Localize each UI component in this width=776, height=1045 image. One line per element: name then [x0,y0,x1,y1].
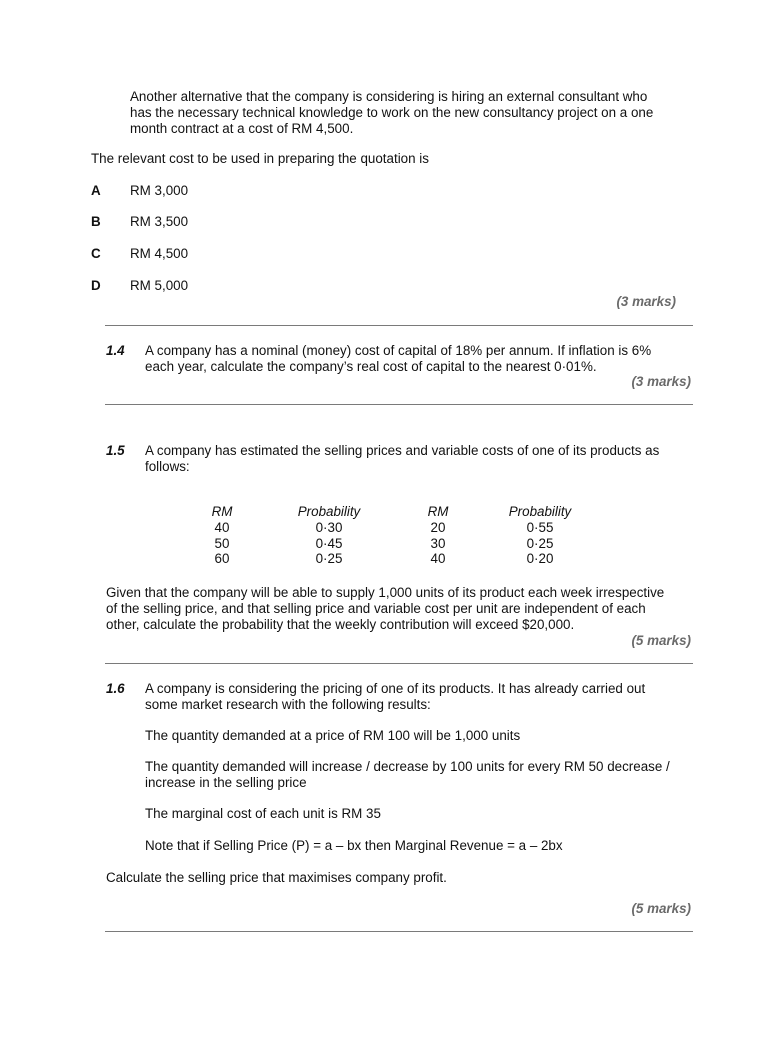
q16-point-2 [145,759,670,791]
q15-body-line: of the selling price, and that selling price and variable cost per unit are independent of each [106,601,646,616]
marks-q16: (5 marks) [631,901,691,916]
q16-line: some market research with the following results: [145,697,431,712]
table-cell: 30 [430,536,446,551]
question-number-1-5: 1.5 [106,443,125,458]
marks-q15: (5 marks) [631,633,691,648]
table-cell: 0·30 [315,520,343,535]
intro-line: has the necessary technical knowledge to work on the new consultancy project on a one [130,105,654,120]
q14-line: each year, calculate the company’s real cost of capital to the nearest 0·01%. [145,359,597,374]
table-cell: 60 [214,551,230,566]
divider [105,931,693,932]
q15-line: follows: [145,459,190,474]
table-cell: 0·55 [526,520,554,535]
option-text-c: RM 4,500 [130,246,189,261]
table-header: Probability [297,504,361,519]
option-letter-d: D [91,278,101,293]
table-header: RM [427,504,449,519]
option-letter-c: C [91,246,101,261]
q15-line: A company has estimated the selling prices and variable costs of one of its products as [145,443,660,458]
q16-note: Note that if Selling Price (P) = a – bx then Marginal Revenue = a – 2bx [145,838,563,853]
q16-point-2-line: increase in the selling price [145,775,307,790]
divider [105,325,693,326]
q15-body-line: other, calculate the probability that the weekly contribution will exceed $20,000. [106,617,575,632]
table-cell: 0·20 [526,551,554,566]
option-text-d: RM 5,000 [130,278,189,293]
option-text-a: RM 3,000 [130,183,189,198]
question-1-5-text [145,443,659,475]
q16-point-3: The marginal cost of each unit is RM 35 [145,806,381,821]
q16-point-1: The quantity demanded at a price of RM 100 will be 1,000 units [145,728,521,743]
divider [105,404,693,405]
table-cell: 0·45 [315,536,343,551]
question-1-4-text [145,343,651,375]
question-stem: The relevant cost to be used in preparing the quotation is [91,151,429,166]
table-header: Probability [508,504,572,519]
q16-point-2-line: The quantity demanded will increase / decrease by 100 units for every RM 50 decrease / [145,759,670,774]
q15-body-line: Given that the company will be able to supply 1,000 units of its product each week irrespective [106,585,665,600]
option-letter-a: A [91,183,101,198]
table-cell: 40 [430,551,446,566]
table-cell: 40 [214,520,230,535]
table-header: RM [211,504,233,519]
table-cell: 0·25 [315,551,343,566]
question-number-1-4: 1.4 [106,343,125,358]
question-1-6-text [145,681,645,713]
marks-q14: (3 marks) [631,374,691,389]
q16-line: A company is considering the pricing of one of its products. It has already carried out [145,681,646,696]
divider [105,663,693,664]
intro-line: month contract at a cost of RM 4,500. [130,121,354,136]
option-letter-b: B [91,214,101,229]
question-1-5-body [106,585,664,633]
marks-q13: (3 marks) [616,294,676,309]
table-cell: 50 [214,536,230,551]
table-cell: 20 [430,520,446,535]
option-text-b: RM 3,500 [130,214,189,229]
intro-paragraph [130,89,653,137]
q14-line: A company has a nominal (money) cost of capital of 18% per annum. If inflation is 6% [145,343,652,358]
intro-line: Another alternative that the company is considering is hiring an external consultant who [130,89,648,104]
table-cell: 0·25 [526,536,554,551]
q16-task: Calculate the selling price that maximises company profit. [106,870,447,885]
question-number-1-6: 1.6 [106,681,125,696]
